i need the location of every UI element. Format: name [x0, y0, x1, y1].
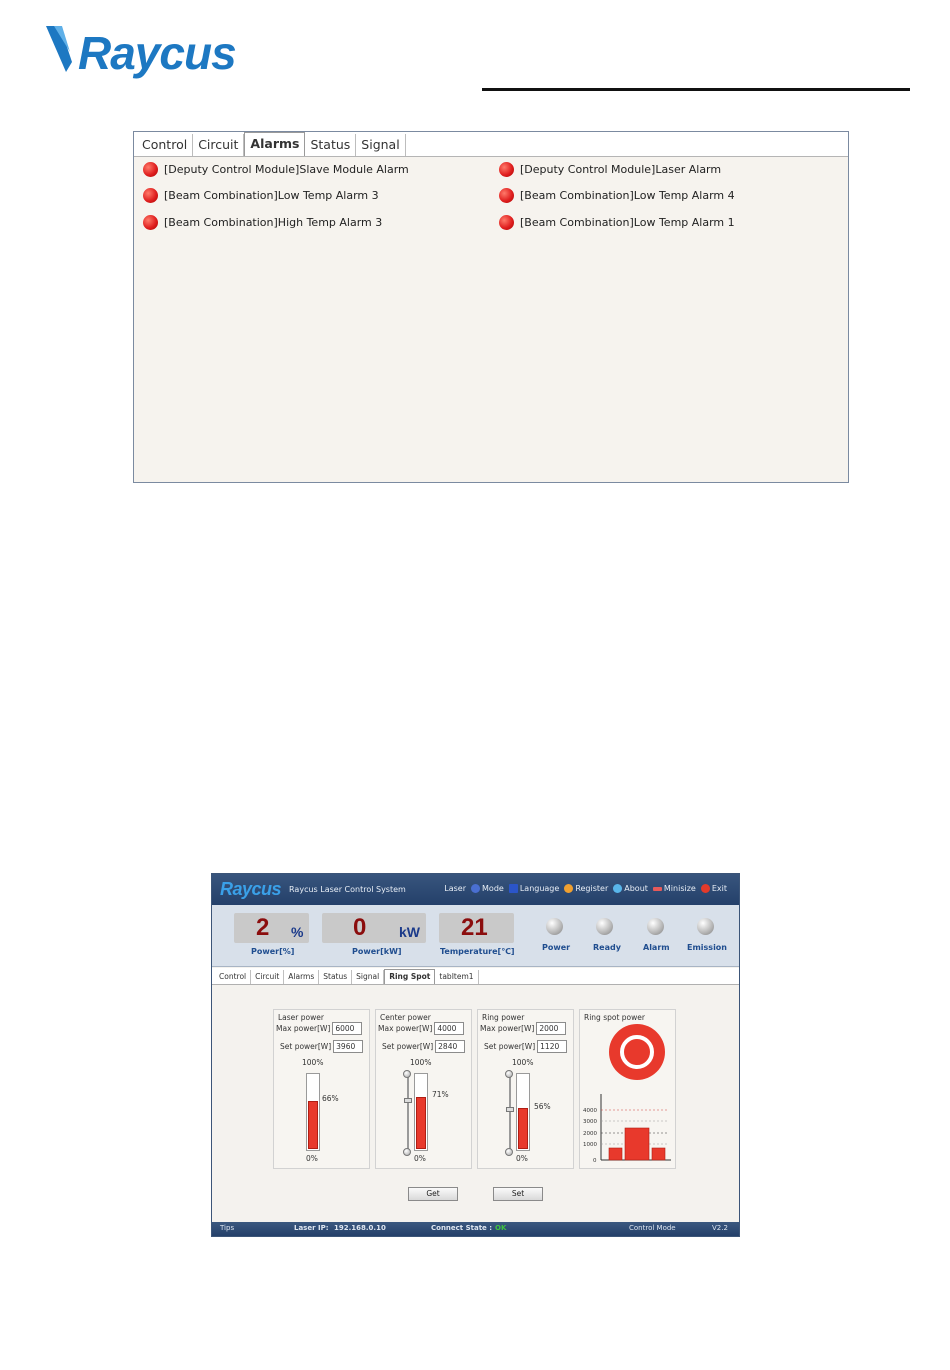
alarm-item [499, 162, 721, 177]
ring-right-bar [652, 1148, 665, 1160]
raycus-logo [46, 24, 261, 80]
app-logo: Raycus [220, 879, 282, 899]
temperature-readout [439, 913, 514, 943]
alarm-led-icon [143, 162, 158, 177]
lamp-label: Power [542, 943, 571, 952]
version-label: V2.2 [712, 1224, 728, 1232]
alarm-label: [Deputy Control Module]Slave Module Alarm [164, 163, 409, 176]
connect-state: OK [495, 1224, 507, 1232]
set-power-input[interactable]: 1120 [537, 1040, 567, 1053]
y-tick-label: 3000 [583, 1119, 597, 1125]
alarms-window [133, 131, 849, 483]
alarm-label: [Beam Combination]High Temp Alarm 3 [164, 216, 383, 229]
field-label: Max power[W] [378, 1024, 433, 1033]
tab-signal[interactable]: Signal [352, 970, 384, 984]
slider-top-icon[interactable] [403, 1070, 411, 1078]
panel-title: Ring power [482, 1013, 525, 1022]
y-tick-label: 4000 [583, 1108, 597, 1114]
ring-spot-power-panel [579, 1009, 676, 1169]
lamp-label: Emission [687, 943, 727, 952]
gauge-fill [518, 1108, 528, 1149]
set-power-input[interactable]: 2840 [435, 1040, 465, 1053]
tab-signal[interactable]: Signal [356, 134, 405, 156]
readout-panel [212, 905, 739, 967]
max-power-input[interactable]: 6000 [332, 1022, 362, 1035]
readout-label: Temperature[℃] [440, 947, 515, 956]
alarm-led-icon [499, 162, 514, 177]
alarm-item [143, 215, 382, 230]
about-icon [613, 884, 622, 893]
max-power-row [378, 1022, 464, 1035]
alarm-label: [Beam Combination]Low Temp Alarm 3 [164, 189, 379, 202]
panel-title: Center power [380, 1013, 431, 1022]
laser-power-panel [273, 1009, 370, 1169]
menu-label: Register [575, 884, 609, 893]
menu-label: Language [519, 884, 560, 893]
ring-spot-icon [607, 1022, 667, 1082]
gauge-bottom-label: 0% [414, 1154, 426, 1163]
menu-label: Mode [482, 884, 504, 893]
ip-value: 192.168.0.10 [334, 1224, 386, 1232]
mode-icon [471, 884, 480, 893]
gauge-percent-label: 71% [432, 1090, 449, 1099]
tab-circuit[interactable]: Circuit [193, 134, 244, 156]
alarm-item [499, 215, 735, 230]
menu-exit[interactable] [701, 884, 727, 893]
tab-tabitem1[interactable]: tabItem1 [435, 970, 478, 984]
y-tick-label: 1000 [583, 1142, 597, 1148]
readout-unit: % [291, 924, 304, 940]
logo-text: Raycus [78, 27, 236, 79]
max-power-row [276, 1022, 362, 1035]
alarm-label: [Beam Combination]Low Temp Alarm 4 [520, 189, 735, 202]
tab-control[interactable]: Control [137, 134, 193, 156]
tab-control[interactable]: Control [215, 970, 251, 984]
register-icon [564, 884, 573, 893]
max-power-row [480, 1022, 566, 1035]
slider-top-icon[interactable] [505, 1070, 513, 1078]
alarm-label: [Beam Combination]Low Temp Alarm 1 [520, 216, 735, 229]
menu-mode[interactable] [471, 884, 504, 893]
gauge-fill [308, 1101, 318, 1149]
ring-power-panel [477, 1009, 574, 1169]
readout-label: Power[kW] [352, 947, 402, 956]
minimize-icon [653, 887, 662, 891]
slider-thumb[interactable] [404, 1098, 412, 1103]
max-power-input[interactable]: 2000 [536, 1022, 566, 1035]
gauge-top-label: 100% [410, 1058, 432, 1067]
alarms-tabbar [134, 132, 848, 157]
tab-alarms[interactable]: Alarms [244, 132, 305, 156]
alarm-item [143, 162, 409, 177]
ready-lamp-icon [596, 918, 613, 935]
language-icon [509, 884, 518, 893]
readout-value: 2 [256, 914, 270, 941]
set-power-input[interactable]: 3960 [333, 1040, 363, 1053]
slider-bottom-icon[interactable] [403, 1148, 411, 1156]
set-power-row [484, 1040, 567, 1053]
readout-value: 21 [461, 914, 488, 941]
tips-label: Tips [220, 1224, 235, 1232]
gauge-top-label: 100% [302, 1058, 324, 1067]
power-percent-readout [234, 913, 309, 943]
status-bar [212, 1222, 739, 1236]
power-lamp-icon [546, 918, 563, 935]
y-tick-label: 2000 [583, 1131, 597, 1137]
menu-minisize[interactable] [653, 884, 696, 893]
header-rule [482, 88, 910, 91]
set-power-row [382, 1040, 465, 1053]
laser-power-gauge [306, 1073, 320, 1151]
menu-language[interactable] [509, 884, 559, 893]
app-menu [441, 884, 727, 893]
alarm-led-icon [499, 188, 514, 203]
connect-label: Connect State : [431, 1224, 493, 1232]
gauge-percent-label: 56% [534, 1102, 551, 1111]
set-button[interactable]: Set [493, 1187, 543, 1201]
get-button[interactable]: Get [408, 1187, 458, 1201]
emission-lamp-icon [697, 918, 714, 935]
menu-about[interactable] [613, 884, 648, 893]
ip-label: Laser IP: [294, 1224, 329, 1232]
lamp-label: Ready [593, 943, 621, 952]
tab-status[interactable]: Status [319, 970, 352, 984]
menu-label: Exit [711, 884, 727, 893]
set-power-row [280, 1040, 363, 1053]
app-title: Raycus Laser Control System [289, 885, 406, 894]
center-power-panel [375, 1009, 472, 1169]
gauge-top-label: 100% [512, 1058, 534, 1067]
field-label: Set power[W] [382, 1042, 434, 1051]
readout-value: 0 [353, 914, 367, 941]
center-power-slider[interactable] [407, 1073, 409, 1151]
close-icon [701, 884, 710, 893]
gauge-bottom-label: 0% [516, 1154, 528, 1163]
tab-alarms[interactable]: Alarms [284, 970, 319, 984]
power-kw-readout [322, 913, 426, 943]
ring-power-gauge [516, 1073, 530, 1151]
lamp-label: Alarm [643, 943, 670, 952]
menu-label: Laser [444, 884, 467, 893]
ring-left-bar [609, 1148, 622, 1160]
alarm-led-icon [143, 215, 158, 230]
slider-bottom-icon[interactable] [505, 1148, 513, 1156]
alarm-lamp-icon [647, 918, 664, 935]
alarm-item [143, 188, 379, 203]
menu-laser[interactable] [444, 884, 466, 893]
alarm-led-icon [499, 215, 514, 230]
gauge-percent-label: 66% [322, 1094, 339, 1103]
max-power-input[interactable]: 4000 [434, 1022, 464, 1035]
alarm-list [134, 157, 848, 229]
field-label: Set power[W] [484, 1042, 536, 1051]
y-tick-label: 0 [593, 1158, 597, 1164]
control-mode-label: Control Mode [629, 1224, 676, 1232]
menu-register[interactable] [564, 884, 608, 893]
menu-label: Minisize [663, 884, 696, 893]
alarm-item [499, 188, 735, 203]
field-label: Set power[W] [280, 1042, 332, 1051]
gauge-bottom-label: 0% [306, 1154, 318, 1163]
panel-title: Ring spot power [584, 1013, 645, 1022]
tab-ring-spot[interactable]: Ring Spot [384, 969, 435, 984]
app-titlebar [212, 874, 739, 905]
center-power-gauge [414, 1073, 428, 1151]
ring-power-slider[interactable] [509, 1073, 511, 1151]
panel-title: Laser power [278, 1013, 324, 1022]
field-label: Max power[W] [480, 1024, 535, 1033]
gauge-fill [416, 1097, 426, 1149]
alarm-led-icon [143, 188, 158, 203]
readout-unit: kW [399, 924, 420, 940]
field-label: Max power[W] [276, 1024, 331, 1033]
alarm-label: [Deputy Control Module]Laser Alarm [520, 163, 722, 176]
app-tabbar [212, 968, 739, 985]
readout-label: Power[%] [251, 947, 295, 956]
tab-circuit[interactable]: Circuit [251, 970, 284, 984]
center-bar [625, 1128, 649, 1160]
slider-thumb[interactable] [506, 1107, 514, 1112]
ring-spot-bar-chart [581, 1090, 676, 1170]
tab-status[interactable]: Status [305, 134, 356, 156]
laser-control-app [211, 873, 740, 1237]
menu-label: About [624, 884, 648, 893]
